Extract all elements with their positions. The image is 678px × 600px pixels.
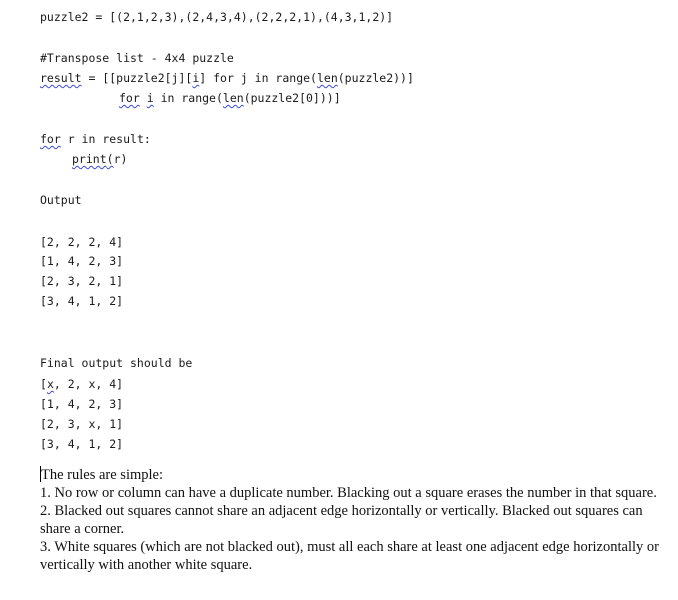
comprehension-continuation-line (119, 91, 341, 105)
len-function: len (316, 71, 338, 85)
final-output-heading: Final output should be (40, 356, 193, 370)
result-variable: result (40, 71, 82, 85)
transpose-comment: #Transpose list - 4x4 puzzle (40, 51, 234, 65)
index-i: i (146, 91, 154, 105)
rule-item: 2. Blacked out squares cannot share an adjacent edge horizontally or vertically. Blacked out squares can share a corner. (40, 503, 643, 537)
code-segment: (puzzle2))] (337, 71, 414, 85)
print-paren: ( (106, 152, 114, 166)
final-output-row: [1, 4, 2, 3] (40, 397, 124, 411)
for-keyword: for (119, 91, 140, 105)
code-segment: r in result: (60, 132, 151, 146)
rules-section (40, 466, 660, 574)
rules-intro-text: The rules are simple: (41, 467, 163, 483)
output-heading: Output (40, 193, 82, 207)
rule-item: 3. White squares (which are not blacked out), must all each share at least one adjacent edge horizontally or vertically with another white square. (40, 539, 659, 573)
output-row: [1, 4, 2, 3] (40, 254, 124, 268)
for-loop-line (40, 132, 151, 146)
print-function: print (72, 152, 107, 166)
puzzle-declaration: puzzle2 = [(2,1,2,3),(2,4,3,4),(2,2,2,1),(4,3,1,2)] (40, 10, 394, 24)
result-assignment-line (40, 71, 414, 85)
len-function: len (222, 91, 244, 105)
final-output-row (40, 377, 123, 391)
code-segment: = [[puzzle2[j][ (81, 71, 193, 85)
code-segment: ] for j in range( (199, 71, 317, 85)
blacked-out-marker: x (46, 377, 54, 391)
output-row: [2, 2, 2, 4] (40, 235, 124, 249)
for-keyword: for (40, 132, 61, 146)
code-segment: r) (113, 152, 128, 166)
code-space (140, 91, 147, 105)
final-output-row: [3, 4, 1, 2] (40, 437, 124, 451)
final-output-row: [2, 3, x, 1] (40, 417, 124, 431)
rule-item: 1. No row or column can have a duplicate number. Blacking out a square erases the number in that square. (40, 485, 657, 501)
code-segment: , 2, x, 4] (53, 377, 124, 391)
code-segment: in range( (153, 91, 223, 105)
code-segment: (puzzle2[0]))] (243, 91, 341, 105)
print-statement (72, 152, 127, 166)
bracket: [ (40, 377, 47, 391)
output-row: [3, 4, 1, 2] (40, 294, 124, 308)
rules-intro (40, 466, 660, 484)
index-i: i (192, 71, 200, 85)
output-row: [2, 3, 2, 1] (40, 274, 124, 288)
